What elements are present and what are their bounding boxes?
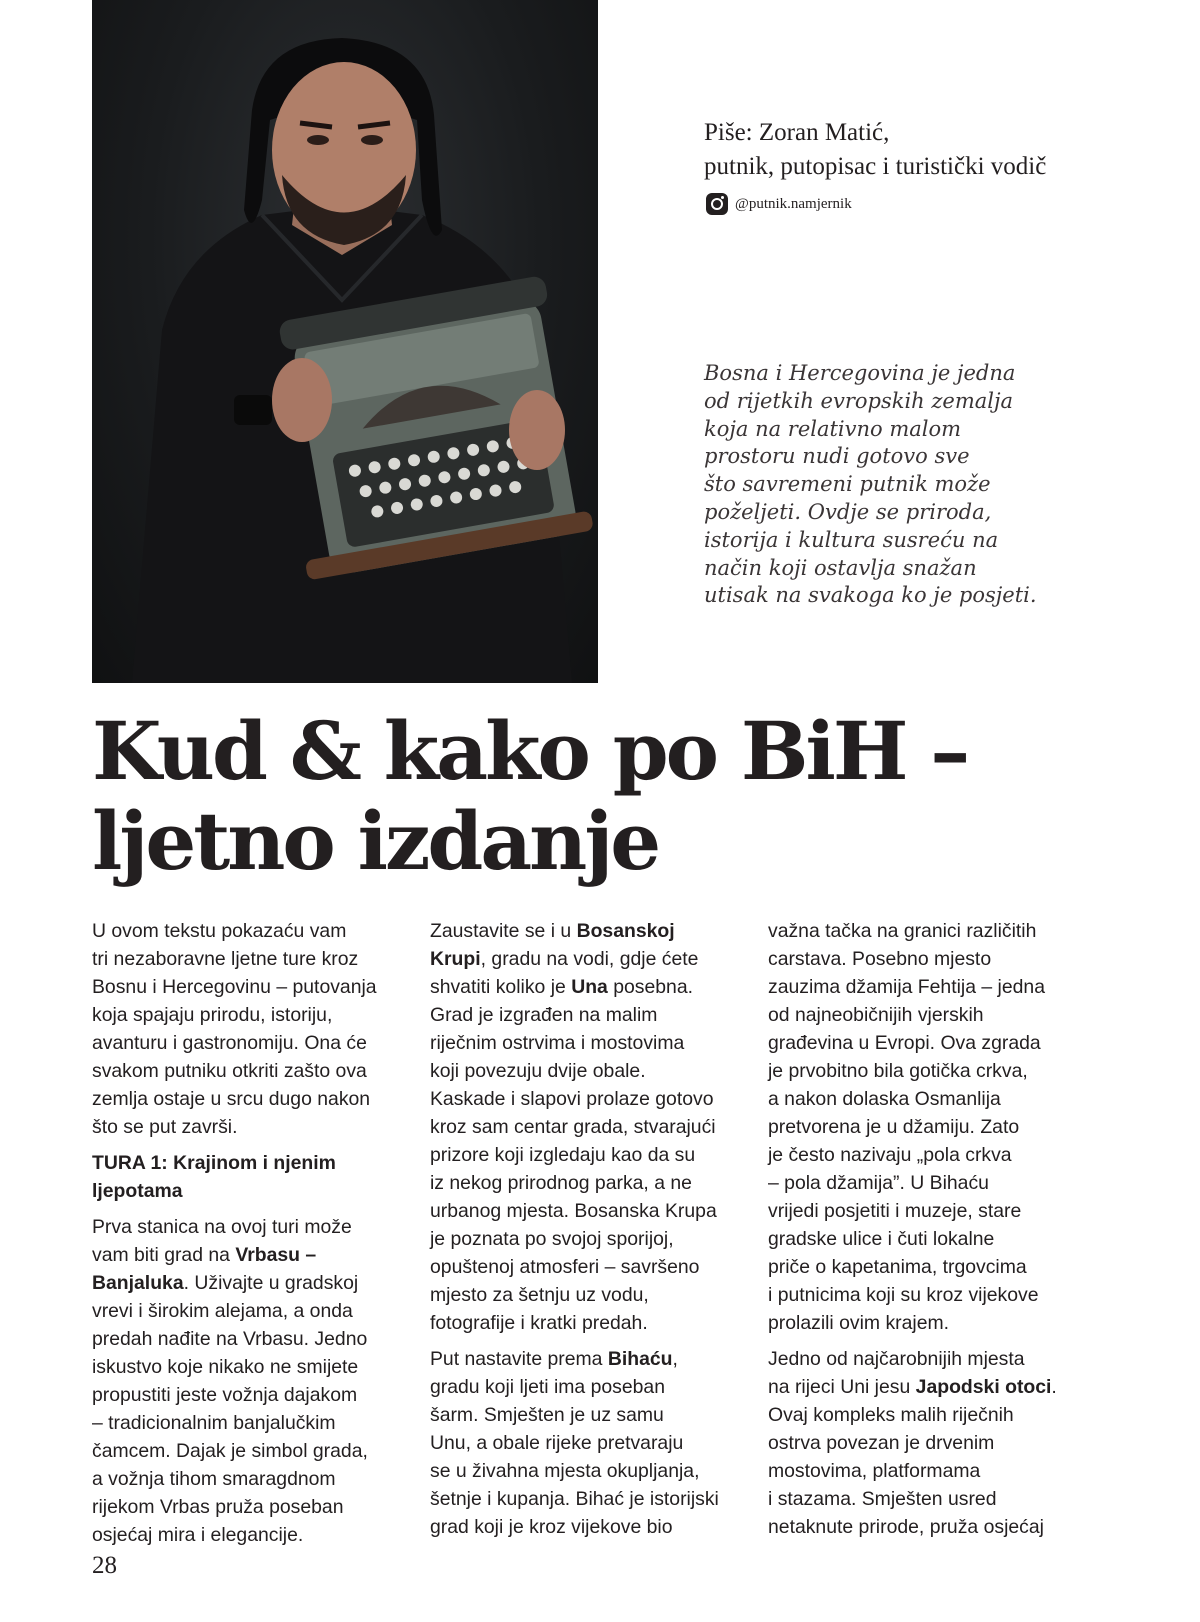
text-line: ostrva povezan je drvenim [768, 1432, 995, 1454]
author-photo [92, 0, 598, 683]
text-line: važna tačka na granici različitih [768, 920, 1037, 942]
text-line: zemlja ostaje u srcu dugo nakon [92, 1088, 371, 1110]
text-run: shvatiti koliko je [430, 976, 572, 998]
text-line: svakom putniku otkriti zašto ova [92, 1060, 367, 1082]
text-line: Unu, a obale rijeke pretvaraju [430, 1432, 684, 1454]
text-line: koji povezuju dvije obale. [430, 1060, 646, 1082]
page-number: 28 [92, 1552, 117, 1579]
text-line [768, 1373, 1086, 1401]
text-line: urbanog mjesta. Bosanska Krupa [430, 1200, 717, 1222]
text-line: čamcem. Dajak je simbol grada, [92, 1440, 368, 1462]
text-line: tri nezaboravne ljetne ture kroz [92, 948, 359, 970]
author-name: Piše: Zoran Matić, [704, 119, 890, 146]
instagram-link[interactable] [706, 193, 852, 215]
text-line: a nakon dolaska Osmanlija [768, 1088, 1001, 1110]
text-run: , [672, 1348, 678, 1370]
man-with-typewriter-illustration [92, 0, 598, 683]
pull-quote-line: poželjeti. Ovdje se priroda, [704, 499, 992, 524]
text-line: zauzima džamija Fehtija – jedna [768, 976, 1045, 998]
text-line: je prvobitno bila gotička crkva, [768, 1060, 1028, 1082]
bold-place-name: Banjaluka [92, 1272, 184, 1294]
bold-place-name: Japodski otoci [915, 1376, 1052, 1398]
pull-quote-line: Bosna i Hercegovina je jedna [704, 361, 1016, 385]
pull-quote-line: način koji ostavlja snažan [704, 555, 977, 580]
author-description: putnik, putopisac i turistički vodič [704, 153, 1047, 180]
text-line: fotografije i kratki predah. [430, 1312, 648, 1334]
article-headline [92, 706, 967, 886]
text-line: osjećaj mira i elegancije. [92, 1524, 304, 1546]
instagram-icon [706, 193, 728, 215]
text-line: Ovaj kompleks malih riječnih [768, 1404, 1014, 1426]
text-line: šetnje i kupanja. Bihać je istorijski [430, 1488, 719, 1510]
body-column-3 [768, 917, 1086, 1549]
bold-place-name: Bihaću [607, 1348, 673, 1370]
text-line: gradu koji ljeti ima poseban [430, 1376, 665, 1398]
section-heading-tour-1 [92, 1149, 410, 1205]
text-line: a vožnja tihom smaragdnom [92, 1468, 336, 1490]
text-line [430, 945, 748, 973]
text-line: vrijedi posjetiti i muzeje, stare [768, 1200, 1022, 1222]
pull-quote-line: istorija i kultura susreću na [704, 527, 999, 552]
instagram-handle: @putnik.namjernik [735, 195, 852, 212]
bold-place-name: Krupi [430, 948, 481, 970]
text-line: grad koji je kroz vijekove bio [430, 1516, 673, 1538]
text-line: Kaskade i slapovi prolaze gotovo [430, 1088, 714, 1110]
text-line: mjesto za šetnju uz vodu, [430, 1284, 649, 1306]
text-line: propustiti jeste vožnja dajakom [92, 1384, 358, 1406]
text-line: šarm. Smješten je uz samu [430, 1404, 664, 1426]
text-line: opuštenoj atmosferi – savršeno [430, 1256, 700, 1278]
text-run: na rijeci Uni jesu [768, 1376, 916, 1398]
author-byline [704, 116, 1046, 184]
text-line [430, 973, 748, 1001]
text-line: Prva stanica na ovoj turi može [92, 1216, 352, 1238]
text-line: vrevi i širokim alejama, a onda [92, 1300, 353, 1322]
text-run: , gradu na vodi, gdje ćete [480, 948, 699, 970]
text-run: posebna. [607, 976, 694, 998]
text-run: Put nastavite prema [430, 1348, 608, 1370]
paragraph [430, 917, 748, 1337]
headline-line: ljetno izdanje [92, 794, 659, 888]
bold-place-name: Bosanskoj [576, 920, 675, 942]
bold-place-name: Una [571, 976, 608, 998]
text-run: . Uživajte u gradskoj [183, 1272, 359, 1294]
text-line: i putnicima koji su kroz vijekove [768, 1284, 1039, 1306]
text-run: . [1051, 1376, 1057, 1398]
text-line [430, 1345, 748, 1373]
text-line: građevina u Evropi. Ova zgrada [768, 1032, 1041, 1054]
paragraph [768, 1345, 1086, 1541]
text-line: avanturu i gastronomiju. Ona će [92, 1032, 367, 1054]
text-line: iskustvo koje nikako ne smijete [92, 1356, 359, 1378]
text-line: U ovom tekstu pokazaću vam [92, 920, 347, 942]
headline-line: Kud & kako po BiH – [92, 704, 968, 798]
text-line: Bosnu i Hercegovinu – putovanja [92, 976, 377, 998]
body-column-2 [430, 917, 748, 1549]
text-line: mostovima, platformama [768, 1460, 981, 1482]
text-line: Jedno od najčarobnijih mjesta [768, 1348, 1025, 1370]
text-line [92, 1269, 410, 1297]
pull-quote-line: prostoru nudi gotovo sve [704, 444, 970, 469]
text-line: pretvorena je u džamiju. Zato [768, 1116, 1020, 1138]
text-line: priče o kapetanima, trgovcima [768, 1256, 1027, 1278]
text-line: prolazili ovim krajem. [768, 1312, 950, 1334]
heading-line: ljepotama [92, 1180, 183, 1202]
text-line: se u živahna mjesta okupljanja, [430, 1460, 700, 1482]
paragraph [92, 1213, 410, 1549]
text-line: – pola džamija”. U Bihaću [768, 1172, 989, 1194]
text-run: vam biti grad na [92, 1244, 236, 1266]
text-line: netaknute prirode, pruža osjećaj [768, 1516, 1044, 1538]
text-line: – tradicionalnim banjalučkim [92, 1412, 336, 1434]
text-line: carstava. Posebno mjesto [768, 948, 992, 970]
text-run: Zaustavite se i u [430, 920, 577, 942]
text-line: gradske ulice i čuti lokalne [768, 1228, 995, 1250]
pull-quote [704, 360, 1124, 610]
text-line: koja spajaju prirodu, istoriju, [92, 1004, 333, 1026]
text-line: iz nekog prirodnog parka, a ne [430, 1172, 692, 1194]
text-line [430, 917, 748, 945]
pull-quote-line: što savremeni putnik može [704, 472, 991, 497]
paragraph [768, 917, 1086, 1337]
text-line: predah nađite na Vrbasu. Jedno [92, 1328, 368, 1350]
text-line [92, 1241, 410, 1269]
text-line: Grad je izgrađen na malim [430, 1004, 658, 1026]
text-line: je poznata po svojoj sporijoj, [430, 1228, 674, 1250]
text-line: prizore koji izgledaju kao da su [430, 1144, 696, 1166]
intro-paragraph [92, 917, 410, 1141]
bold-place-name: Vrbasu – [235, 1244, 317, 1266]
text-line: od najneobičnijih vjerskih [768, 1004, 984, 1026]
text-line: i stazama. Smješten usred [768, 1488, 997, 1510]
text-line: što se put završi. [92, 1116, 238, 1138]
pull-quote-line: od rijetkih evropskih zemalja [704, 388, 1014, 413]
text-line: je često nazivaju „pola crkva [768, 1144, 1012, 1166]
pull-quote-line: utisak na svakoga ko je posjeti. [704, 583, 1037, 608]
body-column-1 [92, 917, 410, 1557]
text-line: kroz sam centar grada, stvarajući [430, 1116, 716, 1138]
paragraph [430, 1345, 748, 1541]
text-line: riječnim ostrvima i mostovima [430, 1032, 685, 1054]
text-line: rijekom Vrbas pruža poseban [92, 1496, 344, 1518]
pull-quote-line: koja na relativno malom [704, 416, 962, 441]
heading-line: TURA 1: Krajinom i njenim [92, 1152, 336, 1174]
